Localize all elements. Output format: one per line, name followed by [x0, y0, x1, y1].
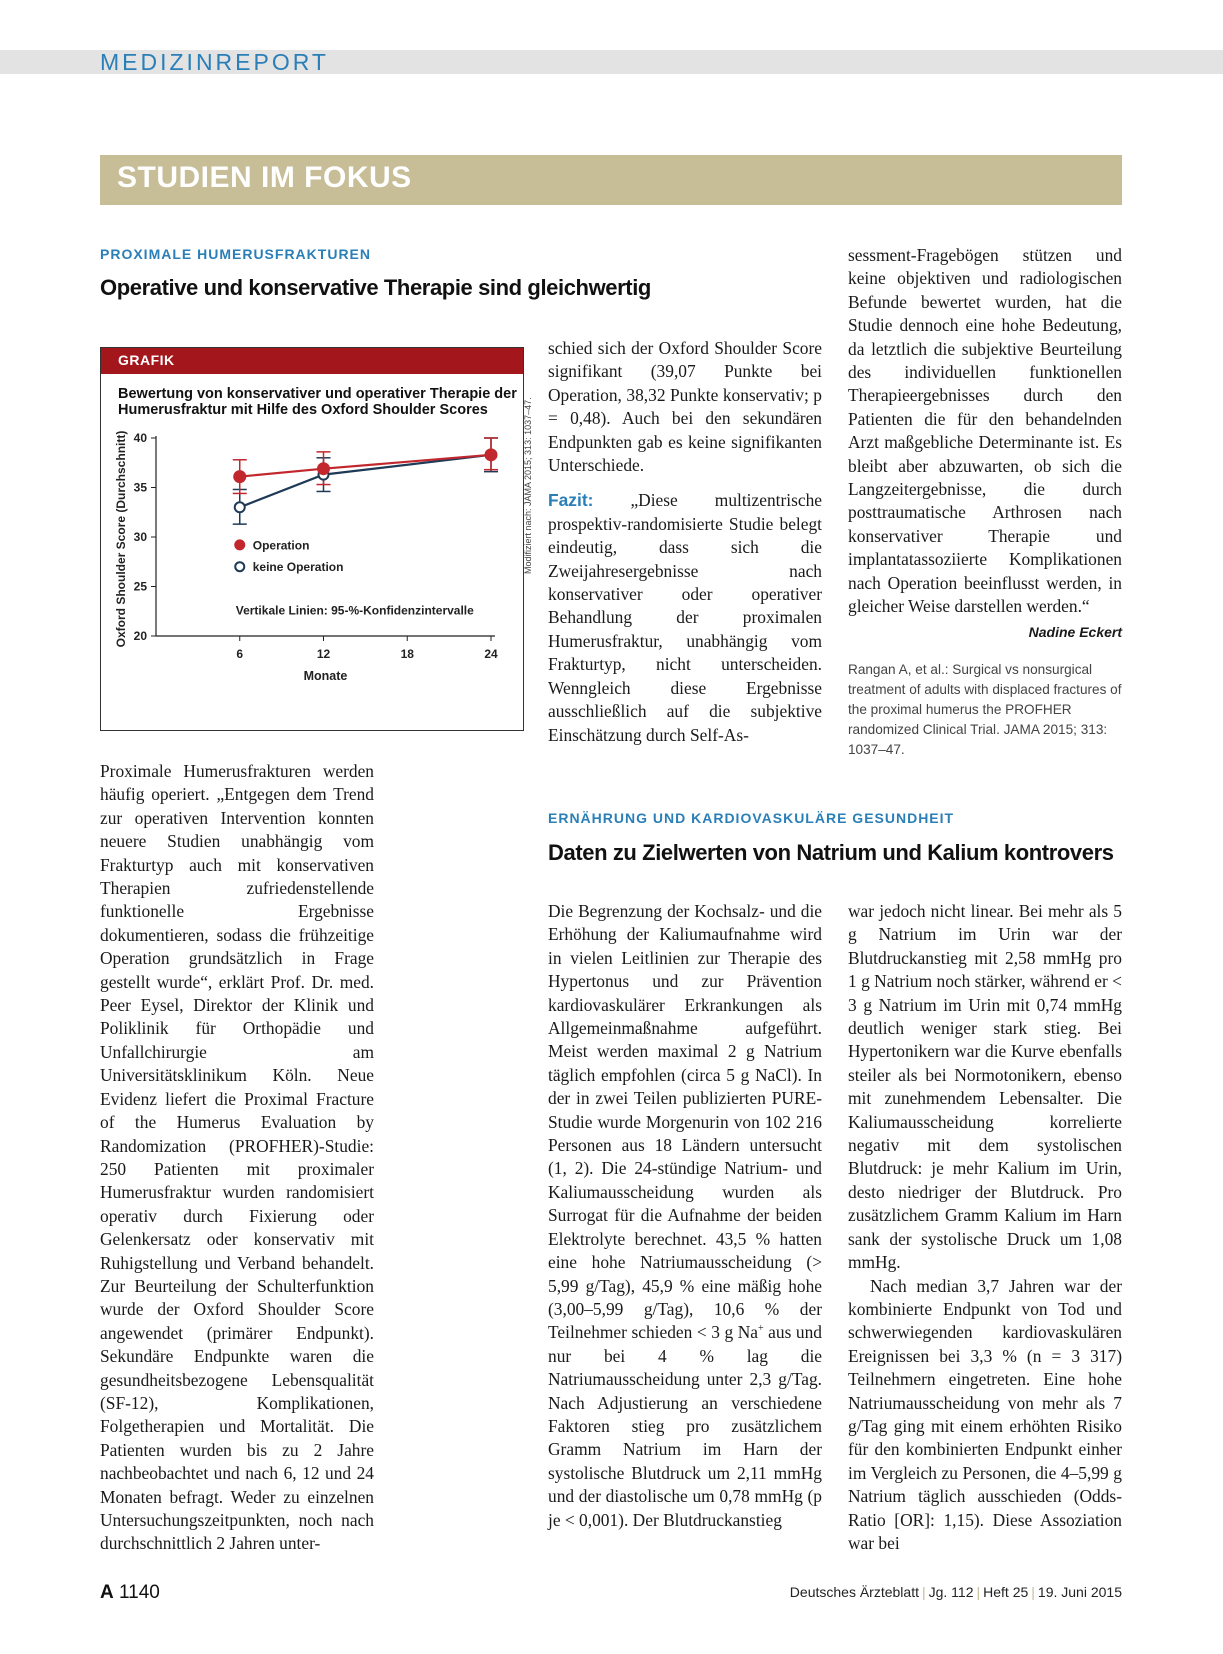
- chart-axes: [114, 431, 498, 683]
- author-name: Nadine Eckert: [1028, 623, 1122, 640]
- superscript-plus: +: [758, 1323, 764, 1335]
- article1-paragraph-3-text: sessment-Fragebögen stützen und keine objektiven und radiologischen Befunde bewertet wurden, hat die Studie dennoch eine hohe Bedeutung, da letztlich die subjektive Beurteilung des individuellen funktionellen Therapieergebnisses durch den Patienten die für den behandelnden Arzt maßgebliche Determinante ist. Es bleibt aber abzuwarten, ob sich die Langzeitergebnisse, die durch posttraumatische Arthrosen nach konservativer Therapie und implantatassoziierte Komplikationen nach Operation beeinflusst werden, in gleicher Weise darstellen werden.“: [848, 245, 1122, 617]
- data-point-keine-operation: [235, 502, 245, 512]
- y-tick-label: 35: [133, 480, 147, 495]
- article2-paragraph-1: [548, 900, 822, 1532]
- page-number-value: 1140: [119, 1582, 160, 1603]
- figure-label: GRAFIK: [118, 352, 175, 368]
- article2-column-2: [548, 900, 822, 1532]
- journal-footer: Deutsches Ärzteblatt | Jg. 112 | Heft 25 | 19. Juni 2015: [789, 1584, 1122, 1600]
- x-tick-label: 18: [400, 647, 414, 661]
- oxford-score-chart: [101, 430, 523, 730]
- fazit-text: „Diese multizentrische prospektiv-randomisierte Studie belegt eindeutig, dass sich die Zweijahresergebnisse nach konservativer oder operativer Behandlung der proximalen Humerusfraktur, unabhängig vom Frakturtyp, nicht unterscheiden. Wenngleich diese Ergebnisse ausschließlich auf die subjektive Einschätzung durch Self-As-: [548, 490, 822, 745]
- fazit-label: Fazit:: [548, 490, 594, 511]
- chart-annotation: Vertikale Linien: 95-%-Konfidenzintervalle: [235, 603, 474, 618]
- chart-series: [233, 438, 498, 524]
- y-tick-label: 40: [133, 431, 147, 445]
- article1-fazit: [548, 489, 822, 746]
- series-line-operation: [240, 455, 491, 477]
- series-line-keine-operation: [240, 455, 491, 507]
- y-tick-label: 30: [133, 530, 147, 544]
- section-label: MEDIZINREPORT: [100, 49, 329, 75]
- journal-issue: Heft 25: [983, 1584, 1029, 1600]
- article2-column-3: [848, 900, 1122, 1555]
- article2-paragraph-1a: Die Begrenzung der Kochsalz- und die Erhöhung der Kaliumaufnahme wird in vielen Leitlinien zur Therapie des Hypertonus und zur Prävention kardiovaskulärer Erkrankungen als Allgemeinmaßnahme aufgeführt. Meist werden maximal 2 g Natrium täglich empfohlen (circa 5 g NaCl). In der in zwei Teilen publizierten PURE-Studie wurde Morgenurin von 102 216 Personen aus 18 Ländern untersucht (1, 2). Die 24-stündige Natrium- und Kaliumausscheidung wurden als Surrogat für die Aufnahme der beiden Elektrolyte berechnet. 43,5 % hatten eine hohe Natriumausscheidung (> 5,99 g/Tag), 45,9 % eine mäßig hohe (3,00–5,99 g/Tag), 10,6 % der Teilnehmer schieden < 3 g Na: [548, 901, 822, 1343]
- article1-paragraph-1: Proximale Humerusfrakturen werden häufig operiert. „Entgegen dem Trend zur operativen Intervention konnten neuere Studien unabhängig vom Frakturtyp auch mit konservativen Therapien zufriedenstellende funktionelle Ergebnisse dokumentieren, sodass die frühzeitige Operation grundsätzlich in Frage gestellt wurde“, erklärt Prof. Dr. med. Peer Eysel, Direktor der Klinik und Poliklinik für Orthopädie und Unfallchirurgie am Universitätsklinikum Köln. Neue Evidenz liefert die Proximal Fracture of the Humerus Evaluation by Randomization (PROFHER)-Studie: 250 Patienten mit proximaler Humerusfraktur wurden randomisiert operativ durch Fixierung oder Gelenkersatz oder konservativ mit Ruhigstellung und Verband behandelt. Zur Beurteilung der Schulterfunktion wurde der Oxford Shoulder Score angewendet (primärer Endpunkt). Sekundäre Endpunkte waren die gesundheitsbezogene Lebensqualität (SF-12), Komplikationen, Folgetherapien und Mortalität. Die Patienten wurden bis zu 2 Jahre nachbeobachtet und nach 6, 12 und 24 Monaten befragt. Weder zu einzelnen Untersuchungszeitpunkten, noch nach durchschnittlich 2 Jahren unter-: [100, 761, 374, 1554]
- article1-headline: Operative und konservative Therapie sind gleichwertig: [100, 275, 651, 300]
- article2-kicker: ERNÄHRUNG UND KARDIOVASKULÄRE GESUNDHEIT: [548, 810, 955, 826]
- article2-headline: Daten zu Zielwerten von Natrium und Kalium kontrovers: [548, 840, 1114, 865]
- article1-paragraph-3: [848, 244, 1122, 640]
- article1-kicker: PROXIMALE HUMERUSFRAKTUREN: [100, 246, 371, 262]
- x-tick-label: 6: [236, 647, 244, 661]
- article1-column-2: [548, 337, 822, 747]
- figure-title: Bewertung von konservativer und operativer Therapie der Humerusfraktur mit Hilfe des Oxford Shoulder Scores: [118, 386, 517, 418]
- data-point-operation: [317, 462, 330, 475]
- legend-label-operation: Operation: [252, 538, 310, 553]
- x-tick-label: 12: [316, 647, 331, 661]
- legend-marker-operation: [234, 539, 245, 550]
- data-point-operation: [233, 470, 246, 483]
- legend-marker-keine-operation: [235, 562, 244, 571]
- data-point-operation: [485, 448, 498, 461]
- x-axis-label: Monate: [303, 669, 348, 683]
- y-axis-label: Oxford Shoulder Score (Durchschnitt): [114, 430, 128, 648]
- journal-name: Deutsches Ärzteblatt: [789, 1584, 919, 1600]
- article2-paragraph-3: Nach median 3,7 Jahren war der kombinierte Endpunkt von Tod und schwerwiegenden kardiovaskulären Ereignissen bei 3,3 % (n = 3 317) Teilnehmern eingetreten. Eine hohe Natriumausscheidung von mehr als 7 g/Tag ging mit einem erhöhten Risiko für den kombinierten Endpunkt einher im Vergleich zu Personen, die 4–5,99 g Natrium täglich ausschieden (Odds-Ratio [OR]: 1,15). Diese Assoziation war bei: [848, 1275, 1122, 1553]
- page-prefix: A: [100, 1582, 114, 1603]
- x-tick-label: 24: [484, 647, 498, 661]
- article1-column-1: [100, 760, 374, 1556]
- article2-paragraph-2: war jedoch nicht linear. Bei mehr als 5 g Natrium im Urin war der Blutdruckanstieg mit 2,58 mmHg pro 1 g Natrium noch stärker, während er < 3 g Natrium im Urin mit 0,74 mmHg deutlich weniger stark stieg. Bei Hypertonikern war die Kurve ebenfalls steiler als bei Normotonikern, ebenso mit zunehmendem Lebensalter. Die Kaliumausscheidung korrelierte negativ mit dem systolischen Blutdruck: je mehr Kalium im Urin, desto niedriger der Blutdruck. Pro zusätzlichem Gramm Kalium im Harn sank der systolische Druck um 1,08 mmHg.: [848, 901, 1122, 1273]
- article1-reference: Rangan A, et al.: Surgical vs nonsurgical treatment of adults with displaced fractures of the proximal humerus the PROFHER randomized Clinical Trial. JAMA 2015; 313: 1037–47.: [848, 662, 1122, 757]
- journal-volume: Jg. 112: [928, 1584, 974, 1600]
- y-tick-label: 25: [133, 579, 147, 594]
- article1-column-3: [848, 244, 1122, 644]
- section-banner-title: STUDIEN IM FOKUS: [117, 161, 412, 194]
- article1-paragraph-2: schied sich der Oxford Shoulder Score signifikant (39,07 Punkte bei Operation, 38,32 Punkte konservativ; p = 0,48). Auch bei den sekundären Endpunkten gab es keine signifikanten Unterschiede.: [548, 338, 822, 476]
- journal-date: 19. Juni 2015: [1037, 1584, 1122, 1600]
- legend-label-keine-operation: keine Operation: [252, 560, 344, 575]
- chart-legend: [234, 538, 474, 617]
- page-number: [100, 1582, 160, 1604]
- y-tick-label: 20: [133, 629, 147, 643]
- figure-credit: Modifiziert nach: JAMA 2015; 313: 1037–47.: [523, 397, 533, 574]
- article2-paragraph-1b: aus und nur bei 4 % lag die Natriumausscheidung unter 2,3 g/Tag. Nach Adjustierung an verschiedene Faktoren stieg pro zusätzlichem Gramm Natrium im Harn der systolische Blutdruck um 2,11 mmHg und der diastolische um 0,78 mmHg (p je < 0,001). Der Blutdruckanstieg: [548, 1322, 823, 1530]
